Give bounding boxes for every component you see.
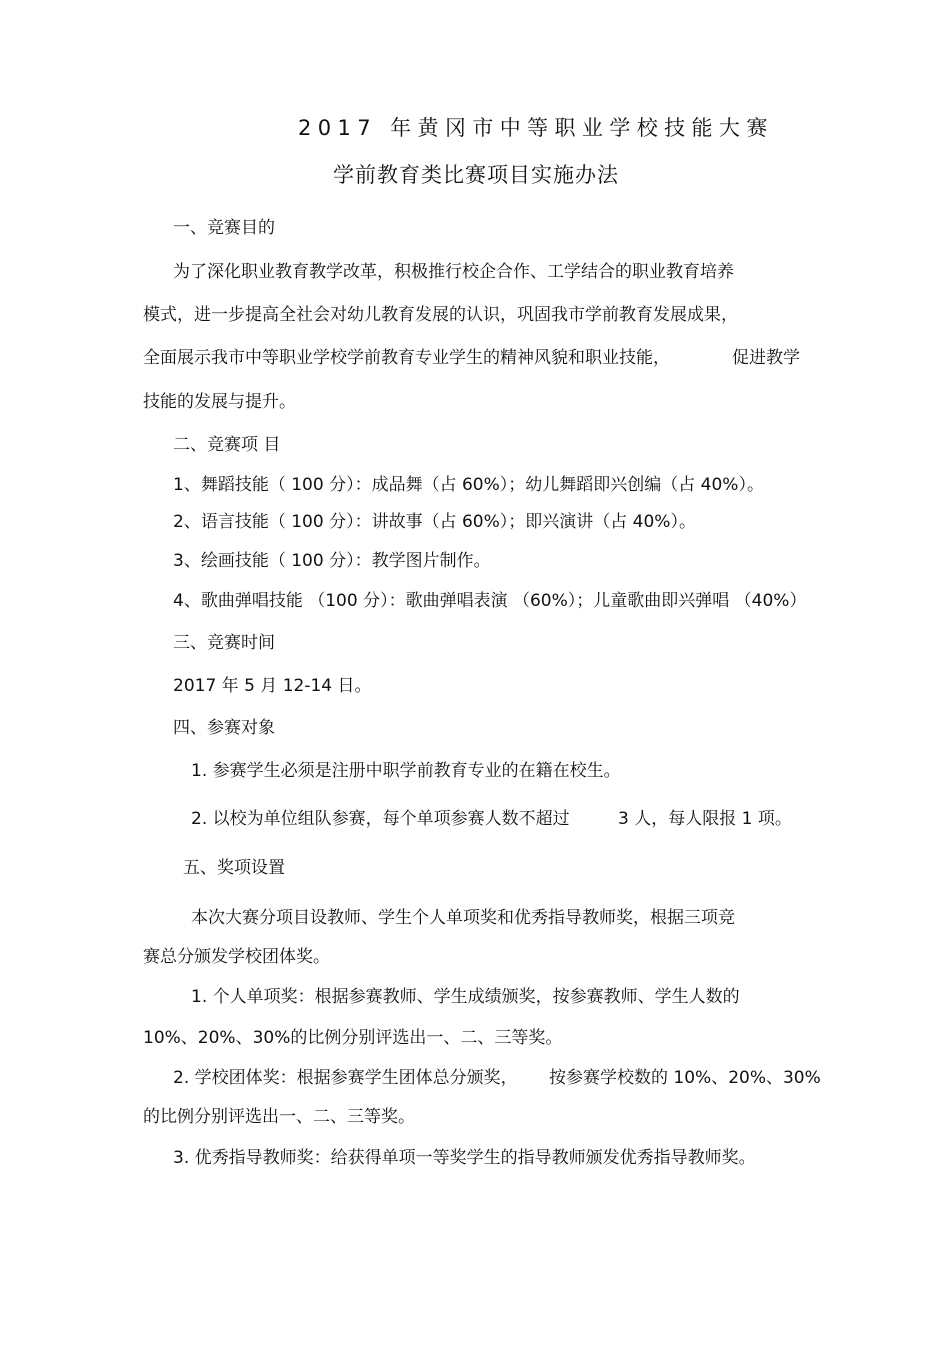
list-item: 3、绘画技能（ 100 分）：教学图片制作。 xyxy=(173,551,491,571)
list-item: 1、舞蹈技能（ 100 分）：成品舞（占 60%）；幼儿舞蹈即兴创编（占 40%）。 xyxy=(173,475,764,495)
list-item: 2. 学校团体奖：根据参赛学生团体总分颁奖， xyxy=(173,1068,518,1088)
section-heading-1: 一、竞赛目的 xyxy=(173,218,275,238)
paragraph-line: 的比例分别评选出一、二、三等奖。 xyxy=(143,1107,415,1127)
list-item: 2. 以校为单位组队参赛，每个单项参赛人数不超过 xyxy=(191,809,570,829)
paragraph-line: 全面展示我市中等职业学校学前教育专业学生的精神风貌和职业技能， xyxy=(143,348,670,368)
paragraph-line: 促进教学 xyxy=(732,348,800,368)
paragraph-line: 技能的发展与提升。 xyxy=(143,392,296,412)
list-item: 3 人，每人限报 1 项。 xyxy=(618,809,792,829)
section-heading-2: 二、竞赛项 目 xyxy=(173,435,281,455)
list-item: 1. 参赛学生必须是注册中职学前教育专业的在籍在校生。 xyxy=(191,761,621,781)
list-item: 1. 个人单项奖：根据参赛教师、学生成绩颁奖，按参赛教师、学生人数的 xyxy=(191,987,740,1007)
paragraph-line: 为了深化职业教育教学改革，积极推行校企合作、工学结合的职业教育培养 xyxy=(173,262,734,282)
list-item: 4、歌曲弹唱技能 （100 分）：歌曲弹唱表演 （60%）；儿童歌曲即兴弹唱 （40%） xyxy=(173,591,807,611)
paragraph-line: 模式，进一步提高全社会对幼儿教育发展的认识，巩固我市学前教育发展成果， xyxy=(143,305,738,325)
list-item: 2、语言技能（ 100 分）：讲故事（占 60%）；即兴演讲（占 40%）。 xyxy=(173,512,696,532)
section-heading-4: 四、参赛对象 xyxy=(173,718,275,738)
title-line-2: 学前教育类比赛项目实施办法 xyxy=(333,163,619,187)
paragraph-line: 10%、20%、30%的比例分别评选出一、二、三等奖。 xyxy=(143,1028,563,1048)
title-line-1: 2017 年黄冈市中等职业学校技能大赛 xyxy=(298,116,774,140)
list-item: 按参赛学校数的 10%、20%、30% xyxy=(549,1068,821,1088)
list-item: 3. 优秀指导教师奖：给获得单项一等奖学生的指导教师颁发优秀指导教师奖。 xyxy=(173,1148,756,1168)
paragraph-line: 2017 年 5 月 12-14 日。 xyxy=(173,676,372,696)
paragraph-line: 赛总分颁发学校团体奖。 xyxy=(143,947,330,967)
section-heading-5: 五、奖项设置 xyxy=(183,858,285,878)
section-heading-3: 三、竞赛时间 xyxy=(173,633,275,653)
paragraph-line: 本次大赛分项目设教师、学生个人单项奖和优秀指导教师奖，根据三项竞 xyxy=(191,908,735,928)
